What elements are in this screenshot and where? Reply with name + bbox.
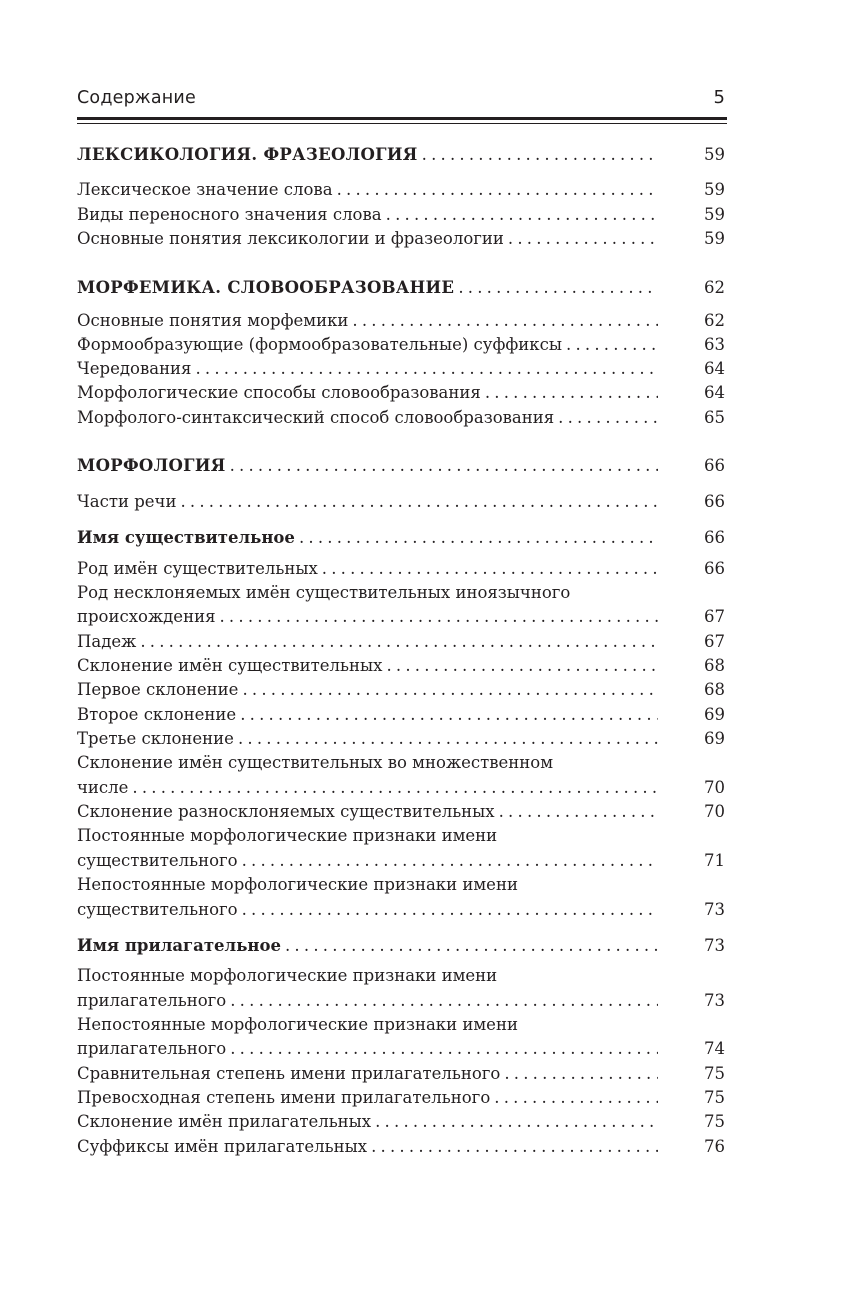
- toc-entry-page: 67: [704, 632, 725, 651]
- toc-entry-page: 69: [704, 729, 725, 748]
- toc-entry-title: ЛЕКСИКОЛОГИЯ. ФРАЗЕОЛОГИЯ: [77, 143, 422, 167]
- toc-entry[interactable]: [77, 1062, 727, 1086]
- toc-entry[interactable]: [77, 1086, 727, 1110]
- header-rule-thick: [77, 117, 727, 120]
- toc-entry-page: 68: [704, 680, 725, 699]
- toc-subsection-heading[interactable]: [77, 526, 727, 550]
- toc-entry-title-line1: Постоянные морфологические признаки имени: [77, 826, 498, 845]
- toc-entry-page: 71: [704, 851, 725, 870]
- toc-leader-dots: [322, 557, 658, 581]
- toc-entry-title: Род имён существительных: [77, 557, 322, 581]
- toc-leader-dots: [458, 276, 658, 300]
- toc-entry-page: 69: [704, 705, 725, 724]
- toc-entry-page: 62: [704, 311, 725, 330]
- toc-leader-dots: [230, 1037, 658, 1061]
- toc-entry-page: 64: [704, 383, 725, 402]
- toc-entry-line1[interactable]: [77, 824, 727, 848]
- toc-entry-title: Второе склонение: [77, 703, 240, 727]
- toc-entry-page: 66: [704, 456, 725, 475]
- toc-entry-title: Имя существительное: [77, 526, 299, 550]
- toc-entry-title-line1: Род несклоняемых имён существительных иноязычного: [77, 583, 571, 602]
- toc-entry-title: Чередования: [77, 357, 195, 381]
- toc-entry-page: 70: [704, 778, 725, 797]
- toc-leader-dots: [504, 1062, 658, 1086]
- toc-entry-page: 70: [704, 802, 725, 821]
- toc-entry-page: 73: [704, 936, 725, 955]
- toc-entry-title: Лексическое значение слова: [77, 178, 337, 202]
- running-header: [77, 88, 727, 114]
- toc-entry-title-line2: происхождения: [77, 605, 219, 629]
- toc-entry[interactable]: [77, 1135, 727, 1159]
- toc-entry[interactable]: [77, 406, 727, 430]
- toc-entry-title: Склонение разносклоняемых существительных: [77, 800, 499, 824]
- toc-entry-page: 67: [704, 607, 725, 626]
- toc-section-heading[interactable]: [77, 454, 727, 478]
- toc-entry-page: 73: [704, 900, 725, 919]
- toc-entry-title-line1: Непостоянные морфологические признаки имени: [77, 875, 518, 894]
- toc-entry-page: 64: [704, 359, 725, 378]
- toc-entry-page: 65: [704, 408, 725, 427]
- toc-entry-title: Формообразующие (формообразовательные) суффиксы: [77, 333, 566, 357]
- page-number: 5: [713, 87, 725, 108]
- toc-leader-dots: [140, 630, 658, 654]
- toc-leader-dots: [352, 309, 658, 333]
- toc-leader-dots: [238, 727, 658, 751]
- toc-entry[interactable]: [77, 727, 727, 751]
- running-header-title: Содержание: [77, 88, 196, 108]
- toc-entry-title: Склонение имён прилагательных: [77, 1110, 375, 1134]
- toc-entry-title: Имя прилагательное: [77, 934, 285, 958]
- toc-entry-page: 75: [704, 1088, 725, 1107]
- toc-entry-title: Первое склонение: [77, 678, 242, 702]
- toc-leader-dots: [566, 333, 658, 357]
- toc-leader-dots: [180, 490, 658, 514]
- toc-subsection-heading[interactable]: [77, 934, 727, 958]
- toc-entry[interactable]: [77, 309, 727, 333]
- toc-entry-title: Склонение имён существительных: [77, 654, 386, 678]
- toc-entry-line1[interactable]: [77, 751, 727, 775]
- toc-entry-page: 75: [704, 1064, 725, 1083]
- toc-entry-page: 59: [704, 205, 725, 224]
- toc-leader-dots: [337, 178, 658, 202]
- toc-leader-dots: [299, 526, 658, 550]
- toc-entry-title: Морфолого-синтаксический способ словообразования: [77, 406, 558, 430]
- toc-entry-title-line2: существительного: [77, 849, 242, 873]
- toc-leader-dots: [242, 849, 658, 873]
- toc-leader-dots: [285, 934, 658, 958]
- toc-entry-title: МОРФЕМИКА. СЛОВООБРАЗОВАНИЕ: [77, 276, 458, 300]
- toc-entry-title-line2: числе: [77, 776, 132, 800]
- toc-leader-dots: [494, 1086, 658, 1110]
- toc-entry-title: Виды переносного значения слова: [77, 203, 386, 227]
- toc-entry-page: 63: [704, 335, 725, 354]
- toc-leader-dots: [375, 1110, 658, 1134]
- toc-leader-dots: [240, 703, 658, 727]
- toc-leader-dots: [230, 454, 658, 478]
- toc-entry-page: 66: [704, 492, 725, 511]
- toc-leader-dots: [219, 605, 658, 629]
- toc-entry-title-line1: Постоянные морфологические признаки имени: [77, 966, 498, 985]
- toc-entry-page: 59: [704, 145, 725, 164]
- toc-entry[interactable]: [77, 333, 727, 357]
- toc-leader-dots: [242, 898, 658, 922]
- toc-entry[interactable]: [77, 678, 727, 702]
- toc-entry-line1[interactable]: [77, 581, 727, 605]
- toc-leader-dots: [386, 203, 658, 227]
- toc-leader-dots: [485, 381, 658, 405]
- toc-entry-title-line2: существительного: [77, 898, 242, 922]
- toc-entry[interactable]: [77, 381, 727, 405]
- toc-entry-title: Части речи: [77, 490, 180, 514]
- toc-entry[interactable]: [77, 800, 727, 824]
- toc-entry[interactable]: [77, 989, 727, 1013]
- toc-leader-dots: [508, 227, 658, 251]
- toc-entry-title: Третье склонение: [77, 727, 238, 751]
- toc-entry-title-line1: Склонение имён существительных во множественном: [77, 753, 554, 772]
- toc-leader-dots: [371, 1135, 658, 1159]
- toc-entry-title-line2: прилагательного: [77, 989, 230, 1013]
- toc-entry-page: 73: [704, 991, 725, 1010]
- toc-leader-dots: [195, 357, 658, 381]
- toc-entry-page: 59: [704, 180, 725, 199]
- toc-entry[interactable]: [77, 654, 727, 678]
- toc-leader-dots: [558, 406, 658, 430]
- toc-entry-line1[interactable]: [77, 1013, 727, 1037]
- toc-entry[interactable]: [77, 849, 727, 873]
- toc-entry[interactable]: [77, 898, 727, 922]
- toc-entry[interactable]: [77, 557, 727, 581]
- toc-entry[interactable]: [77, 1110, 727, 1134]
- toc-leader-dots: [499, 800, 658, 824]
- header-rule-thin: [77, 123, 727, 124]
- toc-entry-title: Падеж: [77, 630, 140, 654]
- toc-entry-line1[interactable]: [77, 873, 727, 897]
- toc-entry[interactable]: [77, 703, 727, 727]
- toc-entry-title: Основные понятия лексикологии и фразеологии: [77, 227, 508, 251]
- toc-entry[interactable]: [77, 630, 727, 654]
- toc-entry-title: Морфологические способы словообразования: [77, 381, 485, 405]
- toc-leader-dots: [132, 776, 658, 800]
- toc-entry-title: Суффиксы имён прилагательных: [77, 1135, 371, 1159]
- toc-entry[interactable]: [77, 178, 727, 202]
- toc-entry-title: Превосходная степень имени прилагательного: [77, 1086, 494, 1110]
- toc-entry-title: Сравнительная степень имени прилагательного: [77, 1062, 504, 1086]
- toc-entry[interactable]: [77, 1037, 727, 1061]
- toc-entry-page: 68: [704, 656, 725, 675]
- toc-entry-page: 74: [704, 1039, 725, 1058]
- toc-entry-page: 76: [704, 1137, 725, 1156]
- toc-entry-title: Основные понятия морфемики: [77, 309, 352, 333]
- toc-entry-page: 75: [704, 1112, 725, 1131]
- toc-entry[interactable]: [77, 357, 727, 381]
- toc-entry-line1[interactable]: [77, 964, 727, 988]
- toc-leader-dots: [242, 678, 658, 702]
- toc-entry-page: 62: [704, 278, 725, 297]
- toc-section-heading[interactable]: [77, 143, 727, 167]
- toc-entry-title-line2: прилагательного: [77, 1037, 230, 1061]
- toc-entry[interactable]: [77, 490, 727, 514]
- toc-entry[interactable]: [77, 776, 727, 800]
- toc-leader-dots: [230, 989, 658, 1013]
- toc-entry-title-line1: Непостоянные морфологические признаки имени: [77, 1015, 518, 1034]
- toc-entry-title: МОРФОЛОГИЯ: [77, 454, 230, 478]
- toc-entry-page: 66: [704, 528, 725, 547]
- toc-section-heading[interactable]: [77, 276, 727, 300]
- toc-entry-page: 66: [704, 559, 725, 578]
- toc-entry[interactable]: [77, 605, 727, 629]
- toc-entry[interactable]: [77, 203, 727, 227]
- toc-leader-dots: [386, 654, 658, 678]
- toc-entry[interactable]: [77, 227, 727, 251]
- toc-leader-dots: [422, 143, 658, 167]
- toc-entry-page: 59: [704, 229, 725, 248]
